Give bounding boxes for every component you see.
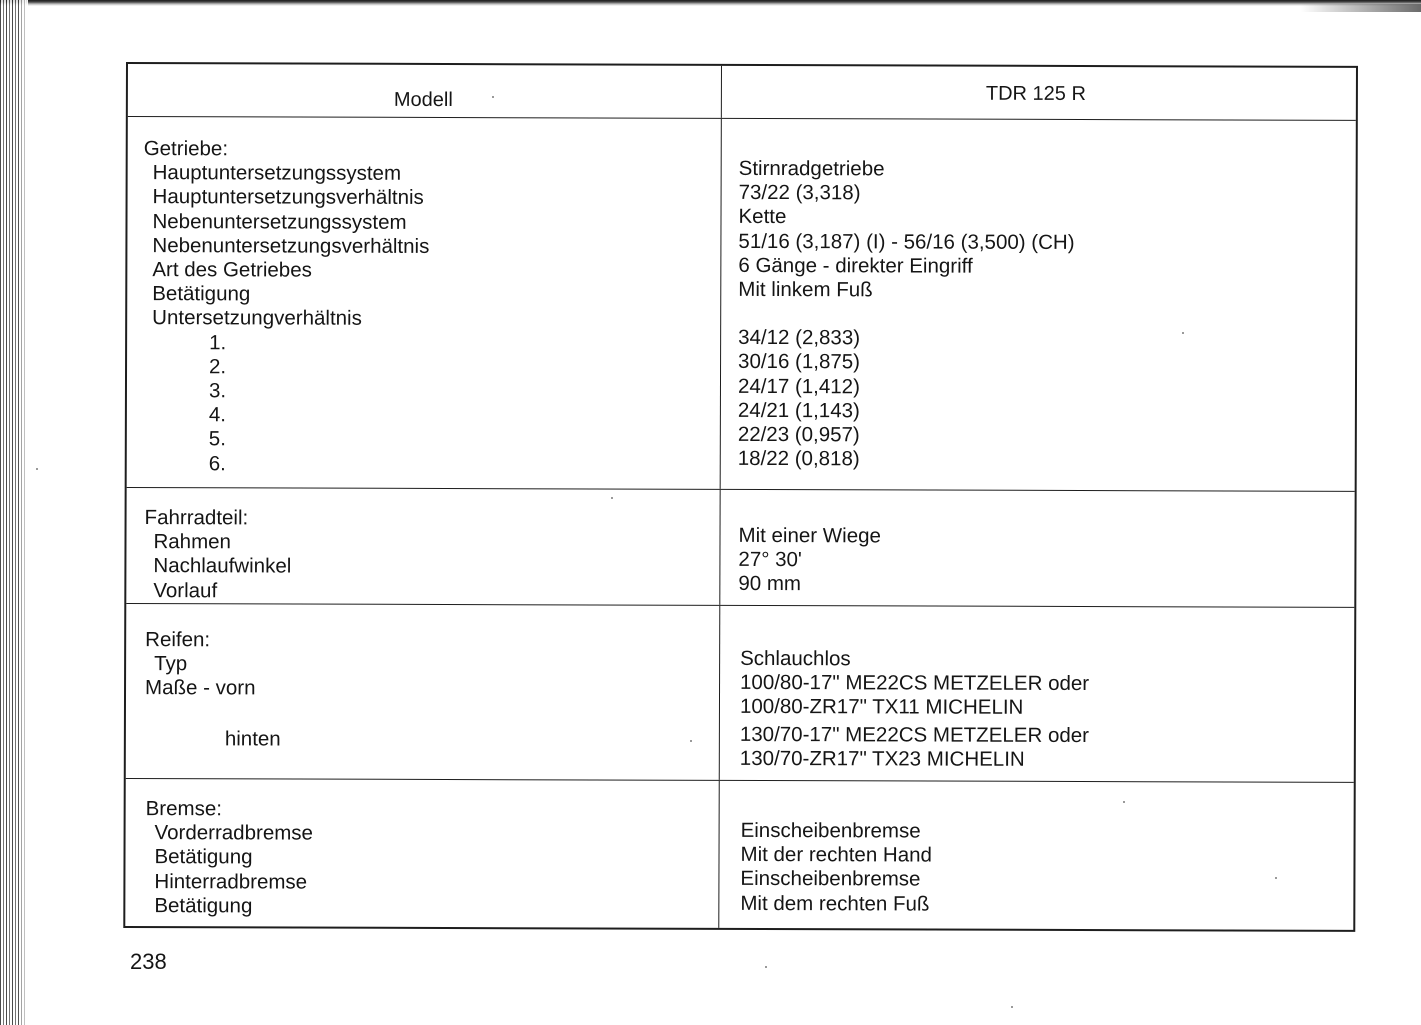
table-row-getriebe xyxy=(127,116,1356,491)
getriebe-value: 51/16 (3,187) (I) - 56/16 (3,500) (CH) xyxy=(738,229,1075,254)
bremse-label: Betätigung xyxy=(154,845,253,869)
gear-ratio-value: 24/17 (1,412) xyxy=(737,374,860,398)
scan-speck xyxy=(492,96,494,98)
fahrradteil-values xyxy=(738,524,881,597)
reifen-value: 130/70-17" ME22CS METZELER oder xyxy=(739,722,1090,747)
scan-left-edge-fade xyxy=(18,0,28,1025)
reifen-label: Maße - vorn xyxy=(144,676,256,700)
reifen-value: 100/80-ZR17" TX11 MICHELIN xyxy=(739,695,1024,720)
getriebe-value: Kette xyxy=(738,205,787,229)
reifen-values xyxy=(740,647,1089,772)
gear-number: 1. xyxy=(209,330,227,354)
getriebe-label: Hauptuntersetzungsverhältnis xyxy=(152,185,424,210)
getriebe-value: Stirnradgetriebe xyxy=(738,156,885,181)
scan-top-streak xyxy=(1301,4,1421,12)
fahrradteil-label: Nachlaufwinkel xyxy=(153,554,292,578)
column-divider xyxy=(718,781,719,928)
reifen-value: 130/70-ZR17" TX23 MICHELIN xyxy=(739,746,1025,771)
reifen-value: Schlauchlos xyxy=(740,646,851,671)
getriebe-value: 6 Gänge - direkter Eingriff xyxy=(738,253,973,278)
bremse-values xyxy=(740,819,932,916)
gear-ratio-value: 34/12 (2,833) xyxy=(738,326,861,350)
getriebe-value: Mit linkem Fuß xyxy=(738,277,873,302)
getriebe-title: Getriebe: xyxy=(143,137,229,161)
fahrradteil-value: Mit einer Wiege xyxy=(738,523,881,548)
scan-speck xyxy=(36,468,38,470)
bremse-value: Mit der rechten Hand xyxy=(740,843,932,867)
gear-ratio-value: 22/23 (0,957) xyxy=(737,422,860,447)
bremse-labels xyxy=(145,797,313,919)
bremse-value: Einscheibenbremse xyxy=(740,867,921,891)
getriebe-label: Hauptuntersetzungssystem xyxy=(152,161,402,186)
gear-number: 3. xyxy=(208,379,227,403)
spacer xyxy=(738,302,1074,327)
gear-ratio-value: 30/16 (1,875) xyxy=(738,350,861,374)
fahrradteil-value: 27° 30' xyxy=(738,548,802,572)
getriebe-label: Nebenuntersetzungsverhältnis xyxy=(152,233,430,258)
table-header-row xyxy=(128,64,1356,120)
table-row-reifen xyxy=(126,603,1355,782)
reifen-label: Typ xyxy=(154,652,188,676)
getriebe-label: Nebenuntersetzungssystem xyxy=(152,209,407,234)
getriebe-label: Untersetzungverhältnis xyxy=(152,306,362,331)
gear-number: 5. xyxy=(208,427,226,451)
fahrradteil-label: Rahmen xyxy=(153,530,232,554)
reifen-label: hinten xyxy=(224,726,281,751)
gear-number: 2. xyxy=(209,355,227,379)
getriebe-value: 73/22 (3,318) xyxy=(738,181,861,205)
scan-speck xyxy=(611,497,613,499)
fahrradteil-value: 90 mm xyxy=(738,572,802,596)
spec-table xyxy=(123,62,1358,932)
gear-ratio-value: 24/21 (1,143) xyxy=(737,398,860,423)
table-row-bremse xyxy=(125,778,1353,930)
fahrradteil-label: Vorlauf xyxy=(153,578,218,602)
reifen-value: 100/80-17" ME22CS METZELER oder xyxy=(740,671,1090,696)
getriebe-label: Art des Getriebes xyxy=(152,258,312,282)
column-divider xyxy=(719,490,720,605)
getriebe-values xyxy=(738,157,1075,472)
bremse-label: Vorderradbremse xyxy=(154,821,314,845)
getriebe-labels xyxy=(143,137,430,477)
bremse-label: Betätigung xyxy=(154,893,253,918)
gear-number: 6. xyxy=(208,451,226,475)
table-row-fahrradteil xyxy=(126,487,1354,607)
spacer xyxy=(145,701,281,727)
bremse-value: Einscheibenbremse xyxy=(740,818,921,843)
reifen-title: Reifen: xyxy=(145,628,211,652)
bremse-label: Hinterradbremse xyxy=(154,869,308,894)
page-number: 238 xyxy=(130,949,167,974)
column-divider xyxy=(720,119,722,489)
scan-top-edge xyxy=(0,0,1421,6)
fahrradteil-title: Fahrradteil: xyxy=(144,506,249,530)
header-model-label: Modell xyxy=(393,88,453,112)
header-model-value: TDR 125 R xyxy=(985,82,1086,106)
gear-number: 4. xyxy=(208,403,227,427)
getriebe-label: Betätigung xyxy=(152,282,251,306)
fahrradteil-labels xyxy=(144,506,291,603)
scan-speck xyxy=(1275,877,1277,879)
gear-ratio-value: 18/22 (0,818) xyxy=(737,447,860,471)
reifen-labels xyxy=(145,628,281,751)
scan-speck xyxy=(1011,1006,1013,1008)
column-divider xyxy=(721,66,722,118)
scan-speck xyxy=(1123,801,1125,803)
bremse-value: Mit dem rechten Fuß xyxy=(740,891,930,916)
column-divider xyxy=(719,606,721,780)
scan-speck xyxy=(690,740,692,742)
scan-speck xyxy=(1182,332,1184,334)
scan-speck xyxy=(765,966,767,968)
bremse-title: Bremse: xyxy=(145,797,223,821)
